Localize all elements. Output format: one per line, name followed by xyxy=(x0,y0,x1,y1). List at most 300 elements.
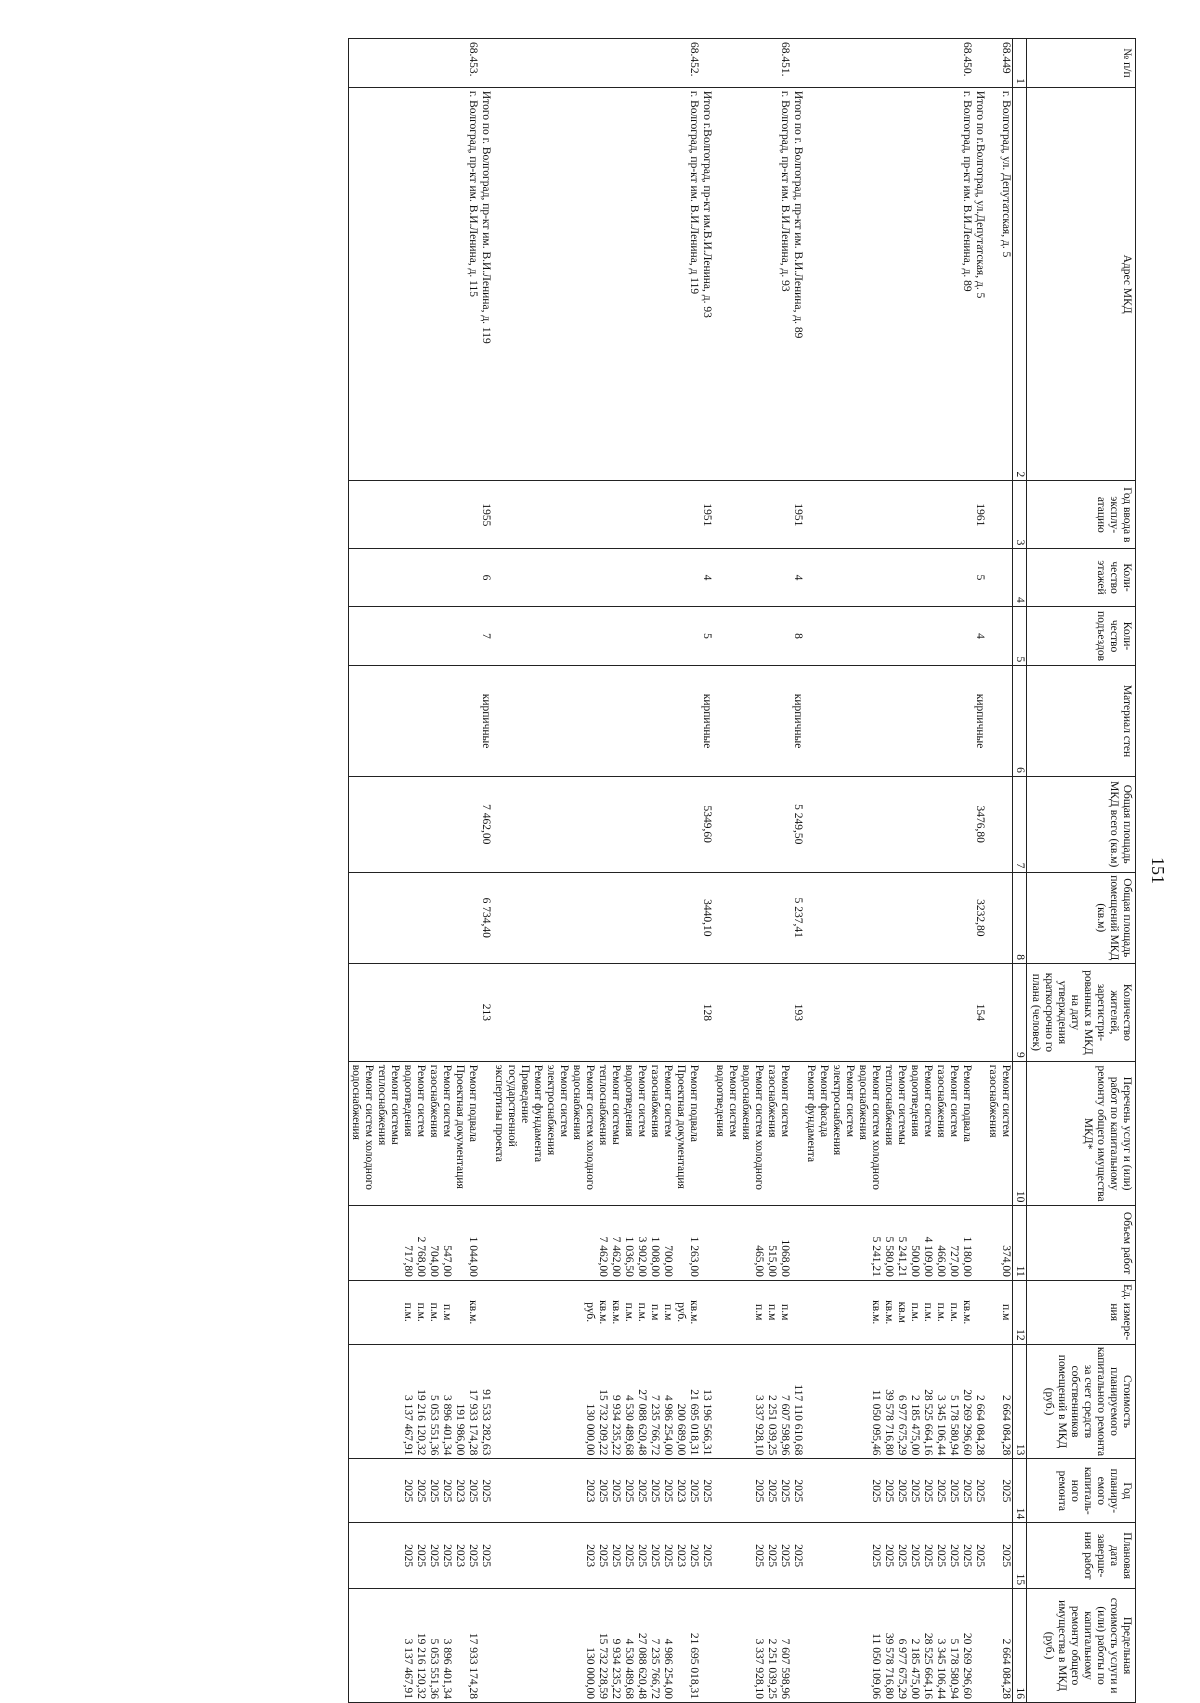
cell-line: 2 664 084,28 xyxy=(974,1395,986,1456)
cell-floors xyxy=(479,549,492,606)
cell-limit xyxy=(986,1589,1013,1703)
cell-line: Ремонт системы теплоснабжения xyxy=(883,1064,908,1146)
cell-addr xyxy=(986,87,1013,480)
cell-vol xyxy=(973,1206,986,1280)
cell-line: 2 251 039,25 xyxy=(766,1395,778,1456)
cell-line: 2025 xyxy=(870,1544,882,1568)
cell-line: 3 896 401,34 xyxy=(441,1638,453,1699)
cell-vol xyxy=(492,1206,700,1280)
cell-line: 2025 xyxy=(467,1479,479,1503)
cell-floors xyxy=(804,549,973,606)
cell-line: 4 986 254,00 xyxy=(662,1638,674,1699)
cell-wall xyxy=(713,666,791,777)
cell-line: 3 345 106,44 xyxy=(935,1395,947,1456)
cell-text: Итого по г. Волгоград, пр-кт им. В.И.Ленина, д. 119 xyxy=(480,90,492,344)
cell-line: 11 050 095,46 xyxy=(870,1389,882,1456)
cell-floors xyxy=(791,549,804,606)
cell-line: 5 053 551,36 xyxy=(428,1395,440,1456)
cell-line: 2023 xyxy=(675,1544,687,1568)
cell-text: 7 462,00 xyxy=(480,804,492,845)
cell-vol xyxy=(713,1206,791,1280)
cell-line: п.м xyxy=(662,1304,674,1321)
column-header: № п/п xyxy=(1027,39,1136,88)
cell-floors xyxy=(492,549,700,606)
column-header: Ед. измере-ния xyxy=(1027,1280,1136,1344)
cell-line: 21 695 018,31 xyxy=(688,1389,700,1456)
cell-people xyxy=(986,963,1013,1061)
cell-line: 2025 xyxy=(792,1479,804,1503)
cell-line: 11 050 109,06 xyxy=(870,1633,882,1699)
cell-line: Ремонт систем газоснабжения xyxy=(649,1064,674,1138)
cell-line: Ремонт систем водоотведения xyxy=(623,1064,648,1137)
cell-vol xyxy=(791,1206,804,1280)
cell-line: 7 607 598,96 xyxy=(779,1395,791,1456)
cell-limit xyxy=(479,1589,492,1703)
cell-limit xyxy=(713,1589,791,1703)
cell-cost xyxy=(700,1344,713,1459)
column-number: 9 xyxy=(1013,963,1027,1061)
cell-unit xyxy=(479,1280,492,1344)
cell-year xyxy=(804,481,973,549)
cell-cost xyxy=(713,1344,791,1459)
cell-line: 17 933 174,28 xyxy=(467,1632,479,1699)
cell-area2 xyxy=(700,872,713,963)
cell-line: 3 137 467,91 xyxy=(402,1638,414,1699)
cell-addr xyxy=(700,87,713,480)
cell-line: 2025 xyxy=(779,1544,791,1568)
cell-yr xyxy=(986,1459,1013,1523)
cell-addr xyxy=(479,87,492,480)
cell-line: 1 008,00 xyxy=(649,1236,661,1277)
cell-line: 1068,00 xyxy=(779,1239,791,1277)
column-header: Стоимость планируемого капитального ремонта за счет средств собственников помещений в МКД (руб.) xyxy=(1027,1344,1136,1459)
cell-line: Ремонт систем водоотведения xyxy=(402,1064,427,1137)
cell-line: Ремонт систем электроснабжения xyxy=(831,1064,856,1156)
cell-line xyxy=(453,1209,466,1276)
column-number: 14 xyxy=(1013,1459,1027,1523)
cell-unit xyxy=(986,1280,1013,1344)
cell-text: 3232,80 xyxy=(974,899,986,937)
column-header: Материал стен xyxy=(1027,666,1136,777)
cell-no xyxy=(804,39,973,88)
cell-unit xyxy=(492,1280,700,1344)
cell-wall xyxy=(700,666,713,777)
column-number: 13 xyxy=(1013,1344,1027,1459)
cell-line: 6 977 675,29 xyxy=(896,1638,908,1699)
cell-limit xyxy=(804,1589,973,1703)
cell-line: 7 462,00 xyxy=(597,1236,609,1277)
column-header: Общая площадь помещений МКД (кв.м) xyxy=(1027,872,1136,963)
cell-yr xyxy=(492,1459,700,1523)
cell-end xyxy=(349,1523,480,1589)
cell-text: 213 xyxy=(480,1003,492,1022)
cell-line: 130 000,00 xyxy=(584,1647,596,1699)
cell-area xyxy=(791,776,804,872)
cell-line: руб. xyxy=(584,1302,596,1323)
cell-line: 2025 xyxy=(402,1479,414,1503)
cell-line: Ремонт системы теплоснабжения xyxy=(376,1064,401,1146)
cell-line: Проведение государственной экспертизы проекта xyxy=(493,1064,531,1162)
column-number: 7 xyxy=(1013,776,1027,872)
cell-line xyxy=(453,1592,466,1699)
cell-area2 xyxy=(791,872,804,963)
cell-line: 2025 xyxy=(467,1544,479,1568)
cell-line: 2025 xyxy=(623,1479,635,1503)
cell-line: п.м xyxy=(753,1304,765,1321)
cell-text: Итого г.Волгоград, пр-кт им.В.И.Ленина, д. 93 xyxy=(701,90,713,318)
cell-text: 1951 xyxy=(701,503,713,527)
cell-works xyxy=(804,1061,973,1206)
cell-area2 xyxy=(713,872,791,963)
cell-line: 466,00 xyxy=(935,1245,947,1277)
cell-text: 8 xyxy=(792,633,804,639)
cell-line: 27 088 620,48 xyxy=(636,1389,648,1456)
cell-unit xyxy=(700,1280,713,1344)
cell-year xyxy=(349,481,480,549)
cell-end xyxy=(986,1523,1013,1589)
cell-limit xyxy=(791,1589,804,1703)
cell-line: 2025 xyxy=(766,1479,778,1503)
cell-addr xyxy=(791,87,804,480)
cell-line: 2 251 039,25 xyxy=(766,1638,778,1699)
cell-entr xyxy=(986,606,1013,666)
cell-entr xyxy=(492,606,700,666)
cell-area2 xyxy=(986,872,1013,963)
cell-line: Ремонт систем холодного водоснабжения xyxy=(740,1064,765,1190)
cell-people xyxy=(804,963,973,1061)
cell-line: 2025 xyxy=(428,1479,440,1503)
cell-line: руб. xyxy=(675,1302,687,1323)
cell-line: 2 664 084,28 xyxy=(1000,1395,1012,1456)
cell-people xyxy=(713,963,791,1061)
cell-text: 5 xyxy=(974,574,986,581)
cell-text: Итого по г. Волгоград, пр-кт им. В.И.Ленина, д. 89 xyxy=(792,90,804,339)
cell-year xyxy=(986,481,1013,549)
cell-line: 704,00 xyxy=(428,1245,440,1277)
cell-line: 700,00 xyxy=(662,1245,674,1277)
cell-line: 1 180,00 xyxy=(961,1236,973,1277)
cell-limit xyxy=(349,1589,480,1703)
column-number-row xyxy=(1013,39,1027,1703)
column-header: Год планиру-емого капиталь-ного ремонта xyxy=(1027,1459,1136,1523)
cell-line: 2025 xyxy=(649,1544,661,1568)
cell-line: 2025 xyxy=(662,1479,674,1503)
column-header: Перечень услуг и (или) работ по капитальному ремонту общего имущества МКД* xyxy=(1027,1061,1136,1206)
cell-line: 2025 xyxy=(935,1544,947,1568)
cell-line: 2023 xyxy=(675,1479,687,1503)
cell-addr xyxy=(713,87,791,480)
cell-no xyxy=(492,39,700,88)
cell-line: 2025 xyxy=(597,1544,609,1568)
column-number: 15 xyxy=(1013,1523,1027,1589)
cell-text: 68.451. xyxy=(779,42,791,77)
cell-wall xyxy=(349,666,480,777)
cell-line: 2025 xyxy=(623,1544,635,1568)
table-body xyxy=(349,39,1013,1703)
cell-addr xyxy=(804,87,973,480)
cell-year xyxy=(791,481,804,549)
cell-year xyxy=(713,481,791,549)
cell-works xyxy=(700,1061,713,1206)
cell-line: Ремонт фасада xyxy=(818,1064,830,1138)
cell-line: 2025 xyxy=(753,1544,765,1568)
cell-line: 4 530 489,68 xyxy=(623,1638,635,1699)
cell-line: 2025 xyxy=(441,1479,453,1503)
cell-line: п.м. xyxy=(428,1302,440,1322)
cell-line: 4 109,00 xyxy=(922,1236,934,1277)
cell-works xyxy=(492,1061,700,1206)
cell-text: г. Волгоград, пр-кт им. В.И.Ленина, д. 89 xyxy=(961,90,973,292)
cell-text: 1951 xyxy=(792,503,804,527)
cell-text: кирпичные xyxy=(792,693,804,749)
cell-text: г. Волгоград, пр-кт им. В.И.Ленина, д 119 xyxy=(688,90,700,295)
cell-line: 20 269 296,60 xyxy=(961,1632,973,1699)
column-number: 11 xyxy=(1013,1206,1027,1280)
cell-line: 2025 xyxy=(636,1479,648,1503)
column-number: 16 xyxy=(1013,1589,1027,1703)
cell-line: 2025 xyxy=(1000,1479,1012,1503)
cell-line: Проектная документация xyxy=(675,1064,687,1189)
cell-line: 1 044,00 xyxy=(467,1236,479,1277)
cell-line: 6 977 675,29 xyxy=(896,1395,908,1456)
cell-floors xyxy=(973,549,986,606)
cell-line: 2025 xyxy=(636,1544,648,1568)
column-number: 12 xyxy=(1013,1280,1027,1344)
cell-text: 1955 xyxy=(480,503,492,527)
cell-yr xyxy=(479,1459,492,1523)
cell-limit xyxy=(700,1589,713,1703)
cell-line: 19 216 120,32 xyxy=(415,1632,427,1699)
cell-line: 2025 xyxy=(896,1479,908,1503)
cell-area2 xyxy=(973,872,986,963)
cell-line: кв.м. xyxy=(467,1300,479,1325)
cell-vol xyxy=(986,1206,1013,1280)
column-header: Предельная стоимость услуги и (или) работы по капитальному ремонту общего имущества в МКД (руб.) xyxy=(1027,1589,1136,1703)
cell-area2 xyxy=(492,872,700,963)
column-number: 5 xyxy=(1013,606,1027,666)
cell-line: п.м xyxy=(779,1304,791,1321)
cell-unit xyxy=(973,1280,986,1344)
cell-text: 5349,60 xyxy=(701,805,713,843)
cell-line: 2025 xyxy=(662,1544,674,1568)
cell-line: 2025 xyxy=(974,1544,986,1568)
cell-line: кв.м. xyxy=(870,1300,882,1325)
cell-line: 374,00 xyxy=(1000,1245,1012,1277)
cell-line: 3 337 928,10 xyxy=(753,1395,765,1456)
cell-line: 2025 xyxy=(701,1544,713,1568)
cell-line: 2 185 475,00 xyxy=(909,1638,921,1699)
cell-text: 128 xyxy=(701,1003,713,1022)
cell-line: 2025 xyxy=(428,1544,440,1568)
cell-cost xyxy=(492,1344,700,1459)
cell-area xyxy=(700,776,713,872)
cell-line: 7 607 598,96 xyxy=(779,1638,791,1699)
cell-no xyxy=(986,39,1013,88)
cell-line: 2023 xyxy=(454,1544,466,1568)
cell-text: 3476,80 xyxy=(974,805,986,843)
cell-line xyxy=(674,1209,687,1276)
cell-line: п.м. xyxy=(402,1302,414,1322)
cell-text: 6 734,40 xyxy=(480,897,492,938)
cell-wall xyxy=(479,666,492,777)
cell-line: Ремонт систем холодного водоснабжения xyxy=(350,1064,375,1190)
cell-floors xyxy=(986,549,1013,606)
cell-year xyxy=(973,481,986,549)
cell-line: 2025 xyxy=(597,1479,609,1503)
cell-line: Ремонт фундамента xyxy=(805,1064,817,1163)
cell-line: кв.м. xyxy=(688,1300,700,1325)
cell-text: 5 237,41 xyxy=(792,897,804,938)
cell-area xyxy=(973,776,986,872)
cell-works xyxy=(479,1061,492,1206)
table-header-row xyxy=(1027,39,1136,1703)
cell-line: 515,00 xyxy=(766,1245,778,1277)
cell-text: 68.452. xyxy=(688,42,700,77)
cell-floors xyxy=(349,549,480,606)
cell-unit xyxy=(713,1280,791,1344)
cell-line: 2 185 475,00 xyxy=(909,1395,921,1456)
cell-line: 13 196 566,31 xyxy=(701,1389,713,1456)
cell-no xyxy=(479,39,492,88)
cell-line: 2 768,00 xyxy=(415,1236,427,1277)
column-header: Адрес МКД xyxy=(1027,87,1136,480)
cell-line: 2025 xyxy=(961,1544,973,1568)
cell-text: 6 xyxy=(480,574,492,581)
cell-people xyxy=(349,963,480,1061)
cell-yr xyxy=(804,1459,973,1523)
cell-people xyxy=(700,963,713,1061)
cell-works xyxy=(791,1061,804,1206)
cell-line: 9 934 235,22 xyxy=(610,1638,622,1699)
cell-line: 5 241,21 xyxy=(870,1236,882,1277)
cell-line: Ремонт систем электроснабжения xyxy=(545,1064,570,1156)
table-row xyxy=(713,39,791,1703)
cell-line: 2025 xyxy=(415,1544,427,1568)
cell-line xyxy=(674,1592,687,1699)
cell-line xyxy=(583,1209,596,1276)
cell-no xyxy=(791,39,804,88)
cell-line: 39 578 716,80 xyxy=(883,1632,895,1699)
cell-line: 2025 xyxy=(909,1479,921,1503)
cell-line: 2025 xyxy=(610,1544,622,1568)
cell-line: 7 235 766,72 xyxy=(649,1638,661,1699)
cell-line: 2025 xyxy=(701,1479,713,1503)
cell-line: 5 580,00 xyxy=(883,1236,895,1277)
cell-line: Ремонт подвала xyxy=(961,1064,973,1142)
cell-line: 3 337 928,10 xyxy=(753,1638,765,1699)
cell-line: п.м. xyxy=(636,1302,648,1322)
table-row xyxy=(492,39,700,1703)
cell-no xyxy=(973,39,986,88)
cell-text: 3440,10 xyxy=(701,899,713,937)
total-row xyxy=(700,39,713,1703)
cell-area xyxy=(492,776,700,872)
cell-text: кирпичные xyxy=(480,693,492,749)
cell-no xyxy=(713,39,791,88)
cell-line: 1 036,50 xyxy=(623,1236,635,1277)
cell-line: п.м. xyxy=(623,1302,635,1322)
total-row xyxy=(973,39,986,1703)
cell-line: 2025 xyxy=(896,1544,908,1568)
cell-line: Ремонт систем водоотведения xyxy=(909,1064,934,1137)
cell-line: 2025 xyxy=(480,1479,492,1503)
cell-line: Ремонт систем газоснабжения xyxy=(428,1064,453,1138)
cell-limit xyxy=(492,1589,700,1703)
cell-line: 9 934 235,22 xyxy=(610,1395,622,1456)
total-row xyxy=(791,39,804,1703)
cell-line: 2025 xyxy=(974,1479,986,1503)
cell-limit xyxy=(973,1589,986,1703)
cell-line: п.м xyxy=(1000,1304,1012,1321)
cell-line: 2025 xyxy=(922,1479,934,1503)
cell-end xyxy=(492,1523,700,1589)
column-header: Объем работ xyxy=(1027,1206,1136,1280)
cell-line: 5 241,21 xyxy=(896,1236,908,1277)
cell-line: п.м. xyxy=(909,1302,921,1322)
cell-line: 7 462,00 xyxy=(610,1236,622,1277)
cell-end xyxy=(700,1523,713,1589)
cell-end xyxy=(479,1523,492,1589)
cell-year xyxy=(492,481,700,549)
cell-line: 28 525 664,16 xyxy=(922,1632,934,1699)
cell-text: 68.449 xyxy=(1000,42,1012,74)
cell-line: Ремонт систем холодного водоснабжения xyxy=(857,1064,882,1190)
cell-line: 117 110 610,68 xyxy=(792,1384,804,1456)
cell-text: г. Волгоград, пр-кт им. В.И.Ленина, д. 93 xyxy=(779,90,791,292)
cell-line: Ремонт системы теплоснабжения xyxy=(597,1064,622,1146)
cell-vol xyxy=(700,1206,713,1280)
cell-text: 1961 xyxy=(974,503,986,527)
column-header: Коли-чество подъездов xyxy=(1027,606,1136,666)
cell-line: 2025 xyxy=(909,1544,921,1568)
column-number: 4 xyxy=(1013,549,1027,606)
cell-text: кирпичные xyxy=(701,693,713,749)
rotated-page-content xyxy=(65,38,1170,1703)
cell-works xyxy=(713,1061,791,1206)
cell-line: 19 216 120,32 xyxy=(415,1389,427,1456)
cell-line: п.м. xyxy=(922,1302,934,1322)
cell-line: кв.м xyxy=(896,1301,908,1323)
cell-text: 4 xyxy=(974,633,986,639)
cell-line: 5 178 580,94 xyxy=(948,1638,960,1699)
cell-line: 21 695 018,31 xyxy=(688,1632,700,1699)
cell-line: 2025 xyxy=(753,1479,765,1503)
cell-people xyxy=(791,963,804,1061)
cell-line: 2025 xyxy=(870,1479,882,1503)
cell-line: 3 896 401,34 xyxy=(441,1395,453,1456)
column-number: 2 xyxy=(1013,87,1027,480)
cell-area2 xyxy=(479,872,492,963)
cell-area xyxy=(986,776,1013,872)
column-number: 10 xyxy=(1013,1061,1027,1206)
cell-line: 2 664 084,28 xyxy=(1000,1638,1012,1699)
cell-year xyxy=(700,481,713,549)
cell-line: 2025 xyxy=(1000,1544,1012,1568)
cell-line: 2025 xyxy=(688,1544,700,1568)
cell-line: 4 986 254,00 xyxy=(662,1395,674,1456)
cell-yr xyxy=(713,1459,791,1523)
cell-line: 2025 xyxy=(480,1544,492,1568)
cell-works xyxy=(986,1061,1013,1206)
cell-line: 2025 xyxy=(792,1544,804,1568)
cell-cost xyxy=(349,1344,480,1459)
cell-unit xyxy=(349,1280,480,1344)
cell-line: 5 053 551,36 xyxy=(428,1638,440,1699)
cell-cost xyxy=(479,1344,492,1459)
column-header: Общая площадь МКД всего (кв.м) xyxy=(1027,776,1136,872)
cell-text: 193 xyxy=(792,1003,804,1022)
cell-area2 xyxy=(349,872,480,963)
